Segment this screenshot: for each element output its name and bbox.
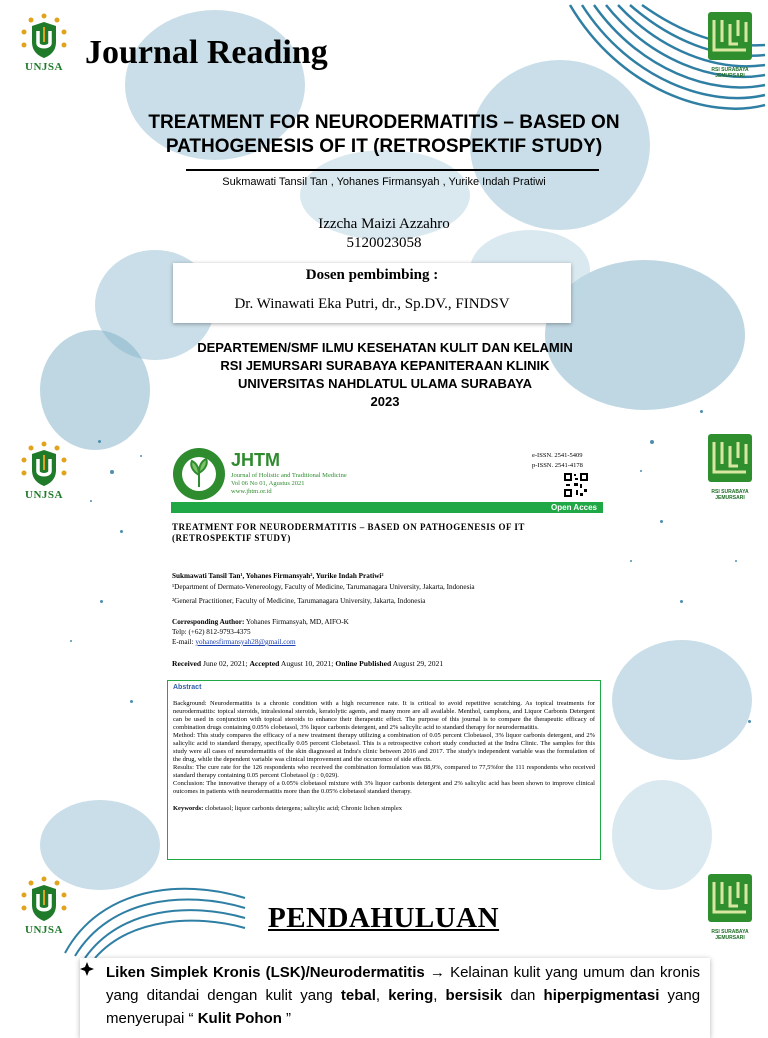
supervisor-box: [173, 263, 571, 323]
watercolor-blob: [612, 640, 752, 760]
swirl-decoration: [60, 868, 250, 958]
title-divider: [186, 169, 599, 171]
unjsa-logo-text: UNJSA: [25, 924, 63, 936]
journal-short-name: JHTM: [231, 450, 280, 470]
unjsa-logo-text: UNJSA: [25, 489, 63, 501]
publication-dates: Received June 02, 2021; Accepted August 10, 2021; Online Published August 29, 2021: [172, 659, 444, 668]
article-authors: Sukmawati Tansil Tan¹, Yohanes Firmansyah², Yurike Indah Pratiwi²: [172, 572, 384, 580]
watercolor-blob: [612, 780, 712, 890]
abstract-heading: Abstract: [173, 684, 202, 691]
article-title: TREATMENT FOR NEURODERMATITIS – BASED ON PATHOGENESIS OF IT (RETROSPEKTIF STUDY): [172, 522, 525, 543]
unjsa-logo-text: UNJSA: [25, 61, 63, 73]
rsi-logo-text: RSI SURABAYA JEMURSARI: [711, 929, 749, 941]
paper-authors: Sukmawati Tansil Tan , Yohanes Firmansyah , Yurike Indah Pratiwi: [222, 176, 546, 188]
rsi-calligraphy-icon: [706, 432, 754, 484]
rsi-logo-text: RSI SURABAYA JEMURSARI: [711, 489, 749, 501]
qr-code-icon: [563, 472, 589, 498]
rsi-logo: [698, 10, 762, 79]
article-preview: [163, 438, 611, 870]
rsi-calligraphy-icon: [706, 872, 754, 924]
presenter-id: 5120023058: [346, 235, 422, 251]
rsi-logo-text: RSI SURABAYA JEMURSARI: [711, 67, 749, 79]
article-affiliation: ²General Practitioner, Faculty of Medicine, Tarumanagara University, Jakarta, Indonesia: [172, 597, 426, 605]
issn-info: e-ISSN. 2541-5409 p-ISSN. 2541-4178: [532, 452, 583, 469]
article-affiliation: ¹Department of Dermato-Venereology, Faculty of Medicine, Tarumanagara University, Jakarta, Indonesia: [172, 583, 475, 591]
unjsa-emblem-icon: [19, 875, 69, 923]
unjsa-logo: [14, 440, 74, 501]
jhtm-logo-icon: [172, 447, 226, 501]
journal-details: Journal of Holistic and Traditional Medicine Vol 06 No 01, Agustus 2021 www.jhtm.or.id: [231, 472, 347, 495]
author-email: E-mail: yohanesfirmansyah28@gmail.com: [172, 638, 296, 646]
presenter-name: Izzcha Maizi Azzahro: [318, 216, 450, 232]
section-heading: PENDAHULUAN: [268, 902, 500, 934]
page-title: Journal Reading: [85, 34, 328, 71]
abstract-text: Background: Neurodermatitis is a chronic condition with a high recurrence rate. It is critical to avoid repetitive scratching. As topical treatments for neurodermatitis: topical steroids, intralesional steroids, keratolytic agents, and many more are all available. Menthol, camphora, and Liquor Carbonis Detergent can be used in conjunction with topical steroids to enhance their therapeutic effect. The purpose of this journal is to compare the therapeutic efficacy of combination drugs containing 0.05% clobetasol, 3% liquor carbonis detergent, and 2% salicylic acid to standard therapy for neurodermatitis. Method: This study compares the efficacy of a new treatment therapy utilizing a combination of 0.05 percent Clobetasol, 3% liquor carbonis detergent, and 2% salicylic acid to standard therapy, specifically 0.05 percent Clobetasol. This is a retrospective cohort study conducted at the Indra Clinic. The samples for this study were all cases of neurodermatitis of the skin diagnosed at Indra's clinic between 2016 and 2017. The study's independent variable was the formulation of the drug, while the dependent variable was clinical improvement and the occurrence of side effects. Results: The cure rate for the 126 respondents who received the combination formulation was 88,9%, compared to 77,5%for the 111 respondents who received standard therapy containing 0.05 percent Clobetasol (p : 0,029). Conclusion: The innovative therapy of a 0.05% clobetasol mixture with 3% liquor carbonis detergent and 2% salicylic acid has been shown to improve clinical outcomes in patients with neurodermatitis more than the 0.05% clobetasol standard therapy.: [173, 700, 595, 795]
corresponding-author: Corresponding Author: Yohanes Firmansyah, MD, AIFO-K: [172, 618, 349, 626]
watercolor-blob: [40, 330, 150, 450]
department-info: DEPARTEMEN/SMF ILMU KESEHATAN KULIT DAN KELAMIN RSI JEMURSARI SURABAYA KEPANITERAAN KLINIK UNIVERSITAS NAHDLATUL ULAMA SURABAYA 2023: [197, 340, 573, 409]
author-phone: Telp: (+62) 812-9793-4375: [172, 628, 251, 636]
supervisor-heading: Dosen pembimbing :: [305, 267, 439, 283]
unjsa-logo: [14, 875, 74, 936]
rsi-calligraphy-icon: [706, 10, 754, 62]
open-access-bar: Open Acces: [171, 502, 603, 513]
rsi-logo: [698, 872, 762, 941]
unjsa-emblem-icon: [19, 440, 69, 488]
rsi-logo: [698, 432, 762, 501]
presenter-info: [200, 215, 568, 253]
unjsa-logo: [14, 12, 74, 73]
paper-title: TREATMENT FOR NEURODERMATITIS – BASED ON PATHOGENESIS OF IT (RETROSPEKTIF STUDY): [148, 112, 620, 157]
keywords: Keywords: clobetasol; liquor carbonis detergens; salicylic acid; Chronic lichen simplex: [173, 805, 402, 812]
diamond-bullet-icon: [80, 962, 94, 976]
unjsa-emblem-icon: [19, 12, 69, 60]
intro-bullet-text: Liken Simplek Kronis (LSK)/Neurodermatitis → Kelainan kulit yang umum dan kronis yang ditandai dengan kulit yang tebal, kering, bersisik dan hiperpigmentasi yang menyerupai “ Kulit Pohon ”: [106, 964, 701, 1027]
supervisor-name: Dr. Winawati Eka Putri, dr., Sp.DV., FINDSV: [234, 296, 510, 312]
abstract-box: [167, 680, 601, 860]
